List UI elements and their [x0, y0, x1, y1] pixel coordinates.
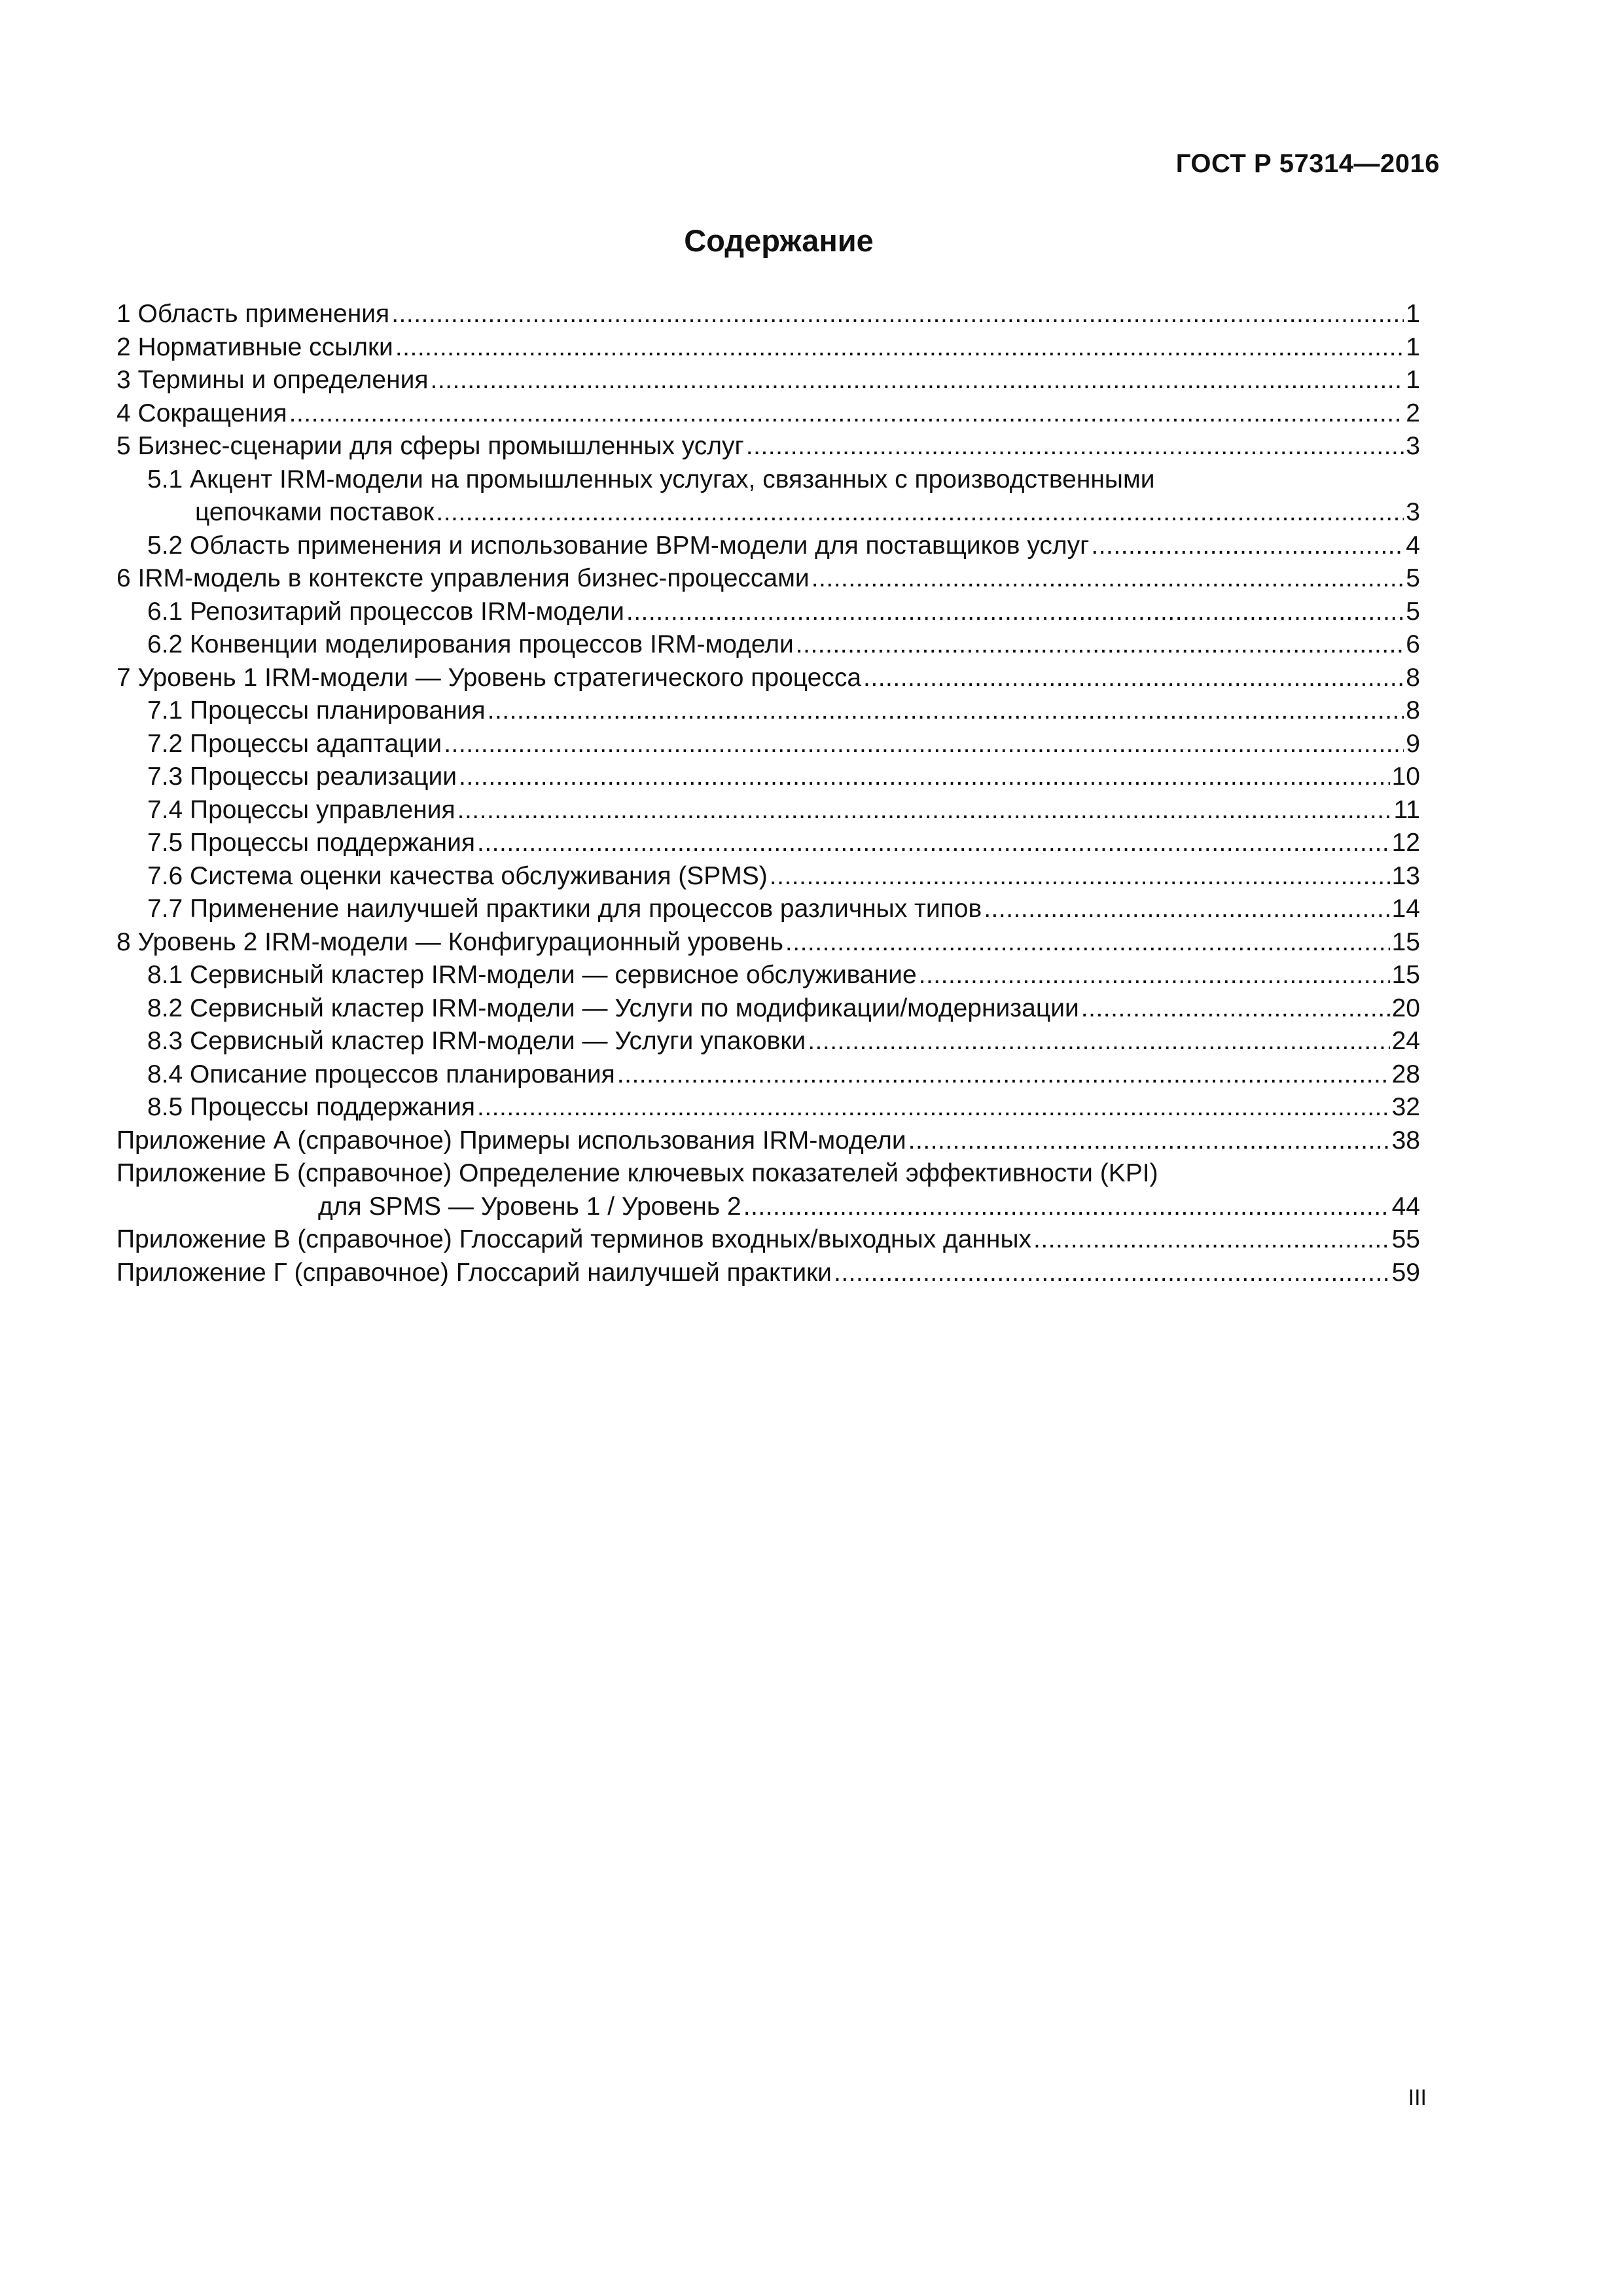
- toc-leader-dots: [477, 1091, 1390, 1124]
- toc-leader-dots: [908, 1124, 1390, 1158]
- toc-entry-title: Приложение А (справочное) Примеры использования IRM-модели: [116, 1126, 906, 1155]
- toc-leader-dots: [812, 562, 1404, 596]
- toc-entry-appendix-g[interactable]: [116, 1257, 1420, 1290]
- toc-entry-5-1[interactable]: [116, 496, 1420, 529]
- toc-entry-title: 7 Уровень 1 IRM-модели — Уровень стратегического процесса: [116, 663, 862, 692]
- toc-entry-title: 6.1 Репозитарий процессов IRM-модели: [147, 597, 624, 626]
- toc-entry-7-4[interactable]: [116, 794, 1420, 827]
- toc-entry-title: 1 Область применения: [116, 300, 390, 328]
- toc-entry-appendix-a[interactable]: [116, 1124, 1420, 1158]
- toc-entry-4[interactable]: [116, 397, 1420, 431]
- toc-leader-dots: [1081, 992, 1390, 1026]
- toc-leader-dots: [626, 596, 1404, 629]
- toc-leader-dots: [488, 694, 1404, 728]
- toc-entry-8-2[interactable]: [116, 992, 1420, 1026]
- toc-leader-dots: [746, 430, 1404, 463]
- toc-title: Содержание: [684, 223, 874, 258]
- toc-leader-dots: [459, 761, 1390, 794]
- toc-entry-title: 7.7 Применение наилучшей практики для процессов различных типов: [147, 895, 982, 923]
- toc-page-number: 44: [1391, 1192, 1420, 1221]
- toc-leader-dots: [617, 1058, 1390, 1092]
- toc-leader-dots: [477, 827, 1390, 860]
- toc-page-number: 3: [1406, 432, 1420, 460]
- toc-page-number: 5: [1406, 564, 1420, 592]
- toc-entry-title: 4 Сокращения: [116, 399, 287, 427]
- toc-entry-title: 2 Нормативные ссылки: [116, 332, 393, 361]
- toc-entry-6-2[interactable]: [116, 628, 1420, 662]
- toc-entry-title: для SPMS — Уровень 1 / Уровень 2: [318, 1192, 741, 1221]
- toc-page-number: 15: [1391, 961, 1420, 989]
- toc-page-number: 4: [1406, 531, 1420, 560]
- toc-leader-dots: [770, 860, 1390, 893]
- toc-leader-dots: [436, 496, 1404, 529]
- toc-entry-7-2[interactable]: [116, 728, 1420, 761]
- toc-leader-dots: [743, 1191, 1390, 1224]
- toc-page-number: 1: [1406, 300, 1420, 328]
- toc-leader-dots: [1033, 1223, 1390, 1257]
- toc-leader-dots: [1091, 529, 1404, 563]
- toc-entry-appendix-b[interactable]: [116, 1191, 1420, 1224]
- toc-entry-6-1[interactable]: [116, 596, 1420, 629]
- toc-entry-2[interactable]: [116, 331, 1420, 365]
- toc-entry-5[interactable]: [116, 430, 1420, 463]
- toc-entry-title: 6.2 Конвенции моделирования процессов IRM-модели: [147, 630, 794, 658]
- toc-entry-8-4[interactable]: [116, 1058, 1420, 1092]
- toc-page-number: 1: [1406, 332, 1420, 361]
- toc-entry-1[interactable]: [116, 298, 1420, 331]
- toc-leader-dots: [785, 926, 1390, 960]
- toc-entry-title: 7.6 Система оценки качества обслуживания (SPMS): [147, 861, 768, 890]
- toc-entry-8-5[interactable]: [116, 1091, 1420, 1124]
- toc-entry-8-3[interactable]: [116, 1025, 1420, 1058]
- toc-entry-title: 7.2 Процессы адаптации: [147, 729, 442, 758]
- toc-page-number: 3: [1406, 498, 1420, 526]
- toc-leader-dots: [391, 298, 1404, 331]
- toc-page-number: 1: [1406, 366, 1420, 394]
- toc-entry-7[interactable]: [116, 662, 1420, 695]
- toc-entry-appendix-v[interactable]: [116, 1223, 1420, 1257]
- toc-leader-dots: [395, 331, 1404, 365]
- toc-entry-appendix-b-line1[interactable]: Приложение Б (справочное) Определение ключевых показателей эффективности (KPI): [116, 1159, 1158, 1187]
- toc-leader-dots: [984, 893, 1389, 926]
- toc-page-number: 14: [1391, 895, 1420, 923]
- toc-entry-6[interactable]: [116, 562, 1420, 596]
- toc-page-number: 55: [1391, 1225, 1420, 1253]
- standard-code: ГОСТ Р 57314—2016: [1175, 149, 1440, 178]
- toc-page-number: 5: [1406, 597, 1420, 626]
- toc-entry-3[interactable]: [116, 364, 1420, 397]
- toc-page-number: 38: [1391, 1126, 1420, 1155]
- toc-entry-title: 7.3 Процессы реализации: [147, 762, 457, 791]
- toc-entry-title: Приложение В (справочное) Глоссарий терминов входных/выходных данных: [116, 1225, 1032, 1253]
- toc-entry-title: 7.1 Процессы планирования: [147, 696, 486, 725]
- toc-entry-title: 8 Уровень 2 IRM-модели — Конфигурационный уровень: [116, 927, 783, 956]
- toc-page-number: 8: [1406, 663, 1420, 692]
- toc-leader-dots: [457, 794, 1392, 827]
- toc-entry-title: 8.4 Описание процессов планирования: [147, 1060, 615, 1088]
- toc-entry-title: цепочками поставок: [195, 498, 435, 526]
- toc-entry-title: Приложение Г (справочное) Глоссарий наилучшей практики: [116, 1258, 832, 1287]
- toc-entry-7-7[interactable]: [116, 893, 1420, 926]
- toc-entry-5-1-line1[interactable]: 5.1 Акцент IRM-модели на промышленных услугах, связанных с производственными: [147, 465, 1155, 493]
- toc-entry-title: 5 Бизнес-сценарии для сферы промышленных услуг: [116, 432, 744, 460]
- toc-entry-7-1[interactable]: [116, 694, 1420, 728]
- toc-page-number: 28: [1391, 1060, 1420, 1088]
- toc-page-number: 10: [1391, 762, 1420, 791]
- toc-entry-8[interactable]: [116, 926, 1420, 960]
- toc-leader-dots: [863, 662, 1404, 695]
- toc-page-number: 11: [1393, 795, 1420, 824]
- toc-entry-title: 8.3 Сервисный кластер IRM-модели — Услуги упаковки: [147, 1027, 806, 1055]
- toc-page-number: 8: [1406, 696, 1420, 725]
- toc-page-number: 24: [1391, 1027, 1420, 1055]
- toc-entry-title: 8.5 Процессы поддержания: [147, 1093, 475, 1121]
- toc-leader-dots: [796, 628, 1404, 662]
- toc-page-number: 13: [1391, 861, 1420, 890]
- toc-leader-dots: [444, 728, 1404, 761]
- toc-entry-8-1[interactable]: [116, 959, 1420, 992]
- toc-entry-title: 7.5 Процессы поддержания: [147, 829, 475, 857]
- toc-leader-dots: [431, 364, 1404, 397]
- toc-entry-7-6[interactable]: [116, 860, 1420, 893]
- toc-page-number: 32: [1391, 1093, 1420, 1121]
- toc-entry-title: 8.1 Сервисный кластер IRM-модели — сервисное обслуживание: [147, 961, 917, 989]
- toc-leader-dots: [289, 397, 1404, 431]
- table-of-contents: [116, 298, 1420, 1289]
- toc-entry-title: 5.2 Область применения и использование BPM-модели для поставщиков услуг: [147, 531, 1090, 560]
- toc-entry-7-3[interactable]: [116, 761, 1420, 794]
- toc-entry-5-2[interactable]: [116, 529, 1420, 563]
- toc-page-number: 6: [1406, 630, 1420, 658]
- toc-entry-title: 3 Термины и определения: [116, 366, 429, 394]
- toc-entry-title: 6 IRM-модель в контексте управления бизнес-процессами: [116, 564, 810, 592]
- toc-leader-dots: [834, 1257, 1390, 1290]
- toc-page-number: 15: [1391, 927, 1420, 956]
- toc-page-number: 2: [1406, 399, 1420, 427]
- toc-leader-dots: [919, 959, 1390, 992]
- toc-leader-dots: [808, 1025, 1389, 1058]
- toc-page-number: 9: [1406, 729, 1420, 758]
- toc-page-number: 59: [1391, 1258, 1420, 1287]
- toc-entry-7-5[interactable]: [116, 827, 1420, 860]
- toc-page-number: 12: [1391, 829, 1420, 857]
- page-number: III: [1408, 2085, 1427, 2110]
- toc-page-number: 20: [1391, 994, 1420, 1022]
- toc-entry-title: 8.2 Сервисный кластер IRM-модели — Услуги по модификации/модернизации: [147, 994, 1079, 1022]
- toc-entry-title: 7.4 Процессы управления: [147, 795, 455, 824]
